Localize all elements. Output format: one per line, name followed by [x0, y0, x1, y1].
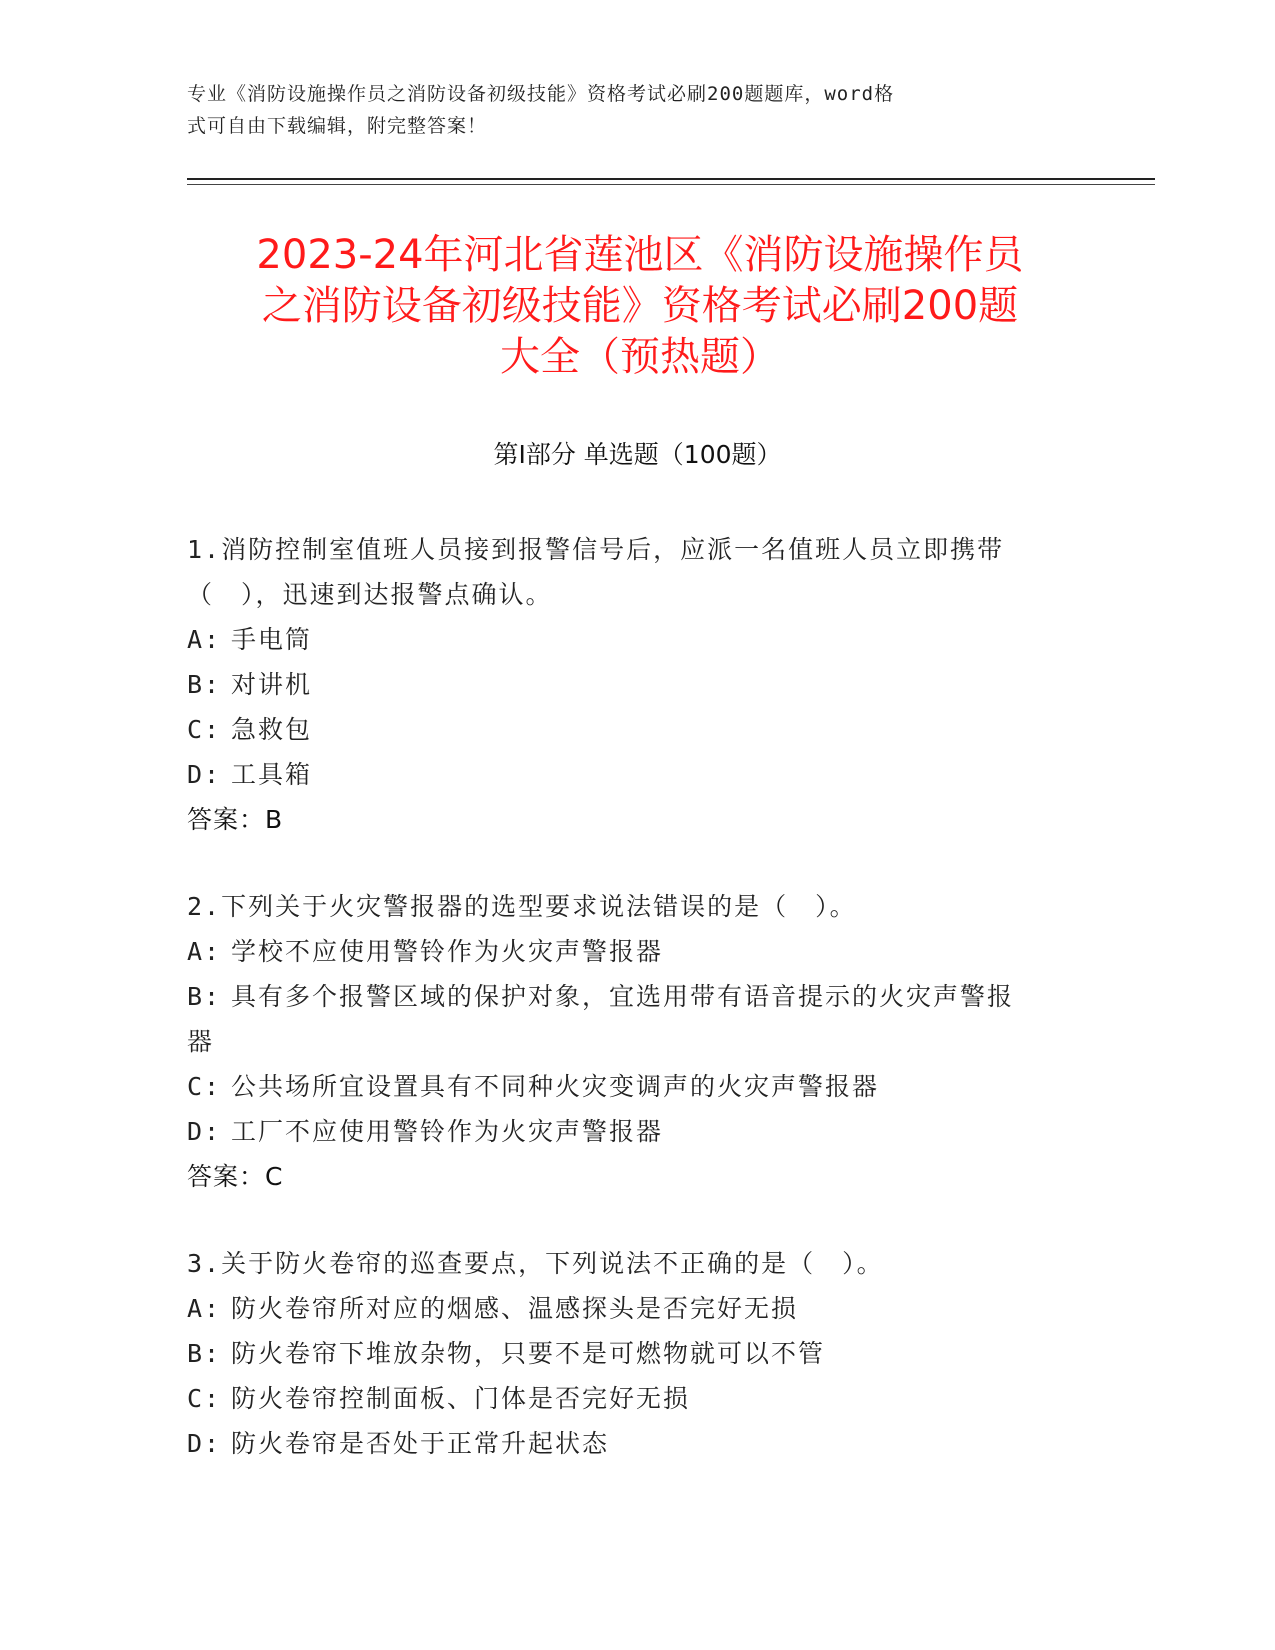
option-a: [187, 929, 1087, 974]
option-d: [187, 1109, 1087, 1154]
option-c: [187, 707, 1087, 752]
option-text: 工厂不应使用警铃作为火灾声警报器: [231, 1117, 664, 1146]
option-key: C:: [187, 715, 222, 744]
title-line-2: 之消防设备初级技能》资格考试必刷200题: [261, 283, 1019, 329]
option-c: [187, 1064, 1087, 1109]
question-stem: 1.消防控制室值班人员接到报警信号后，应派一名值班人员立即携带: [187, 535, 1005, 564]
question-stem: 3.关于防火卷帘的巡查要点，下列说法不正确的是（ ）。: [187, 1249, 884, 1278]
option-text: 具有多个报警区域的保护对象，宜选用带有语音提示的火灾声警报: [231, 982, 1015, 1011]
question-1: [187, 527, 1087, 842]
option-key: A:: [187, 1294, 222, 1323]
answer-line: 答案：B: [187, 805, 284, 834]
option-text: 对讲机: [231, 670, 313, 699]
title-line-3: 大全（预热题）: [500, 334, 780, 380]
option-c: [187, 1376, 1087, 1421]
question-3: [187, 1241, 1087, 1466]
option-key: D:: [187, 1429, 222, 1458]
option-text: 防火卷帘下堆放杂物，只要不是可燃物就可以不管: [231, 1339, 826, 1368]
option-b-continued: 器: [187, 1027, 215, 1056]
question-list: [187, 527, 1087, 1508]
header-note-line-1: 专业《消防设施操作员之消防设备初级技能》资格考试必刷200题题库，word格: [187, 83, 895, 105]
option-a: [187, 617, 1087, 662]
option-key: D:: [187, 1117, 222, 1146]
option-d: [187, 752, 1087, 797]
option-key: C:: [187, 1072, 222, 1101]
option-b: [187, 662, 1087, 707]
header-note-line-2: 式可自由下载编辑，附完整答案！: [187, 115, 488, 137]
option-key: B:: [187, 982, 222, 1011]
document-title: [160, 230, 1120, 383]
option-d: [187, 1421, 1087, 1466]
header-divider-thin: [187, 184, 1155, 185]
option-b: [187, 1331, 1087, 1376]
option-text: 公共场所宜设置具有不同种火灾变调声的火灾声警报器: [231, 1072, 880, 1101]
option-text: 防火卷帘控制面板、门体是否完好无损: [231, 1384, 691, 1413]
section-heading: 第Ⅰ部分 单选题（100题）: [493, 440, 782, 469]
option-text: 防火卷帘是否处于正常升起状态: [231, 1429, 610, 1458]
title-line-1: 2023-24年河北省莲池区《消防设施操作员: [256, 232, 1024, 278]
answer-line: 答案：C: [187, 1162, 284, 1191]
option-b: [187, 974, 1087, 1019]
header-divider-thick: [187, 178, 1155, 180]
option-a: [187, 1286, 1087, 1331]
header-note: [187, 78, 1067, 142]
option-key: A:: [187, 625, 222, 654]
option-key: B:: [187, 670, 222, 699]
option-key: B:: [187, 1339, 222, 1368]
option-text: 学校不应使用警铃作为火灾声警报器: [231, 937, 664, 966]
option-text: 防火卷帘所对应的烟感、温感探头是否完好无损: [231, 1294, 799, 1323]
question-2: [187, 884, 1087, 1199]
question-stem: 2.下列关于火灾警报器的选型要求说法错误的是（ ）。: [187, 892, 857, 921]
option-text: 急救包: [231, 715, 313, 744]
option-key: D:: [187, 760, 222, 789]
option-text: 手电筒: [231, 625, 313, 654]
question-stem-continued: （ ），迅速到达报警点确认。: [187, 580, 553, 609]
option-key: C:: [187, 1384, 222, 1413]
option-text: 工具箱: [231, 760, 313, 789]
option-key: A:: [187, 937, 222, 966]
